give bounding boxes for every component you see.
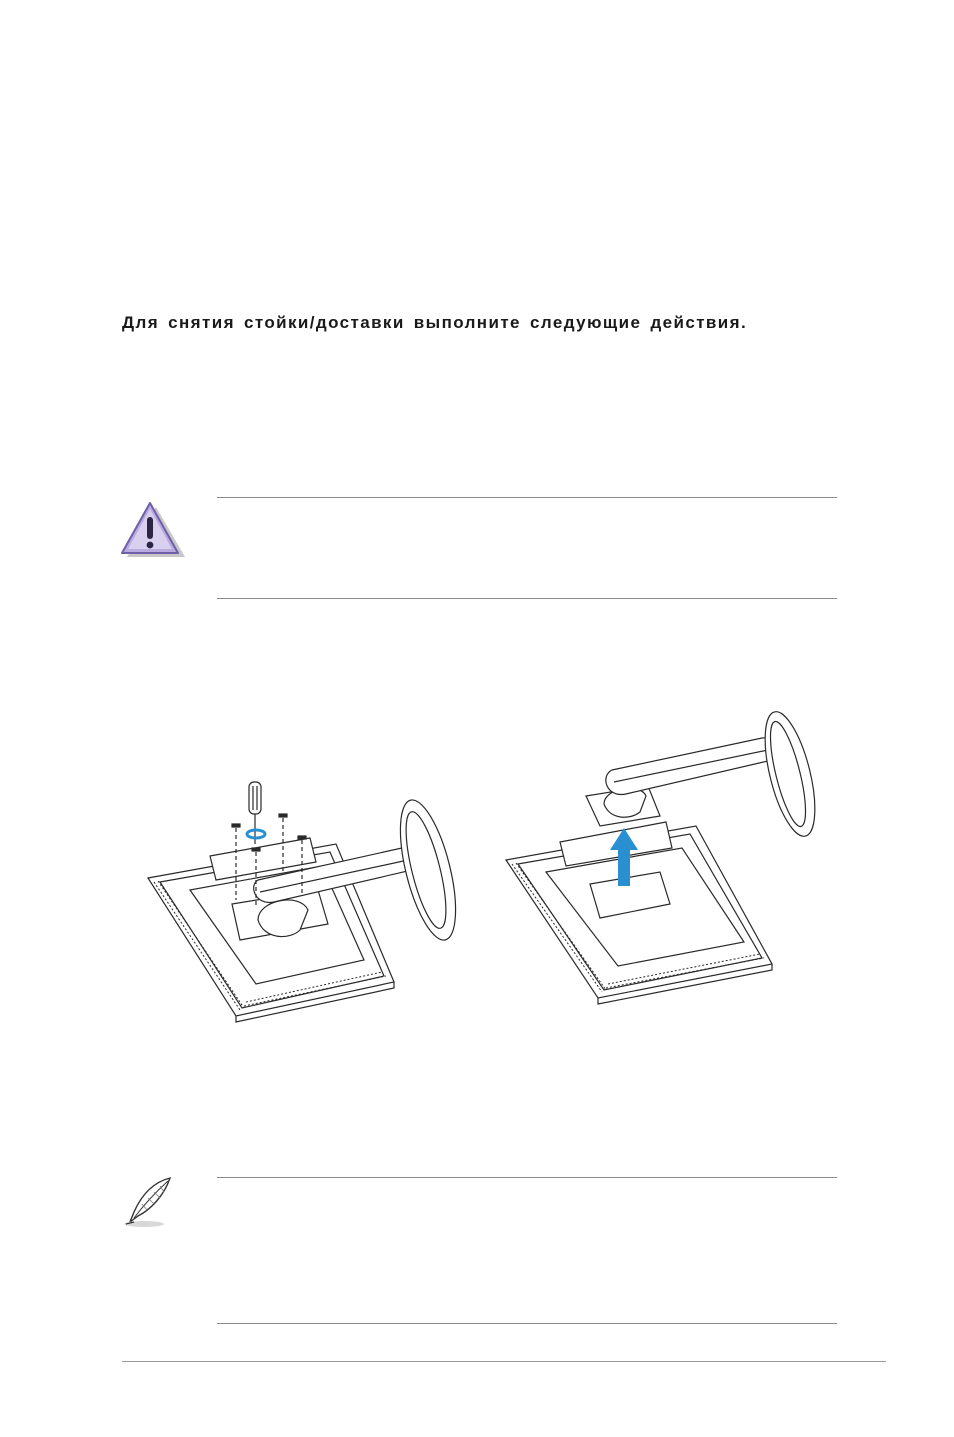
note-bottom-rule <box>217 1323 837 1324</box>
footer-rule <box>122 1361 886 1362</box>
feather-quill-icon <box>120 1172 180 1232</box>
intro-instruction: Для снятия стойки/доставки выполните следующие действия. <box>122 313 748 332</box>
caution-top-rule <box>217 497 837 498</box>
note-top-rule <box>217 1177 837 1178</box>
lift-stand-illustration <box>500 708 820 1008</box>
remove-screws-illustration <box>140 770 460 1025</box>
caution-bottom-rule <box>217 598 837 599</box>
warning-triangle-icon <box>120 500 186 560</box>
